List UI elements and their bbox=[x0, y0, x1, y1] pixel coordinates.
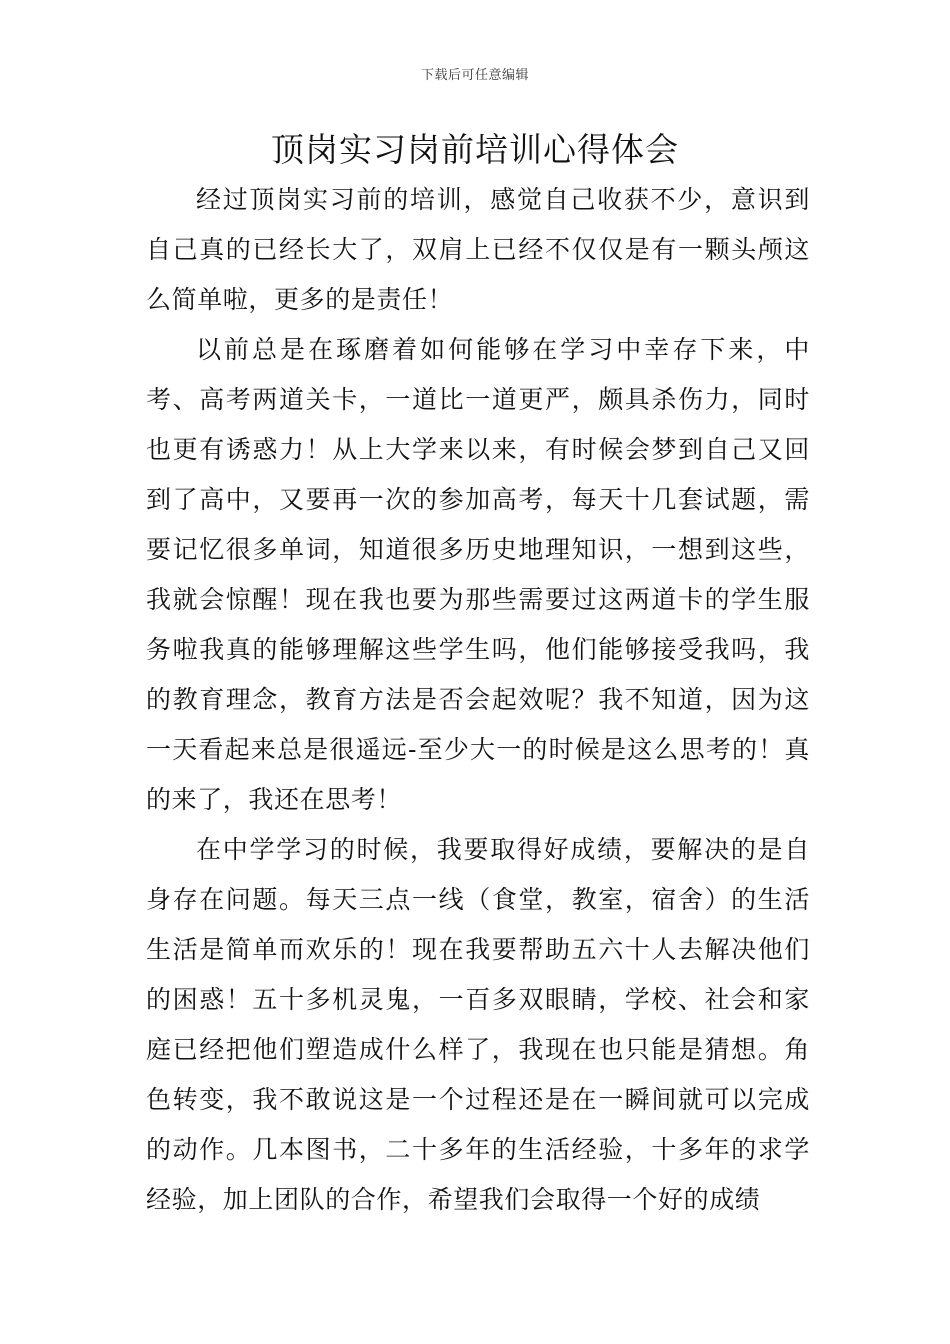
header-note: 下载后可任意编辑 bbox=[420, 68, 529, 83]
document-title: 顶岗实习岗前培训心得体会 bbox=[271, 130, 679, 169]
paragraph-3: 在中学学习的时候，我要取得好成绩，要解决的是自身存在问题。每天三点一线（食堂，教室，宿舍）的生活生活是简单而欢乐的！现在我要帮助五六十人去解决他们的困惑！五十多机灵鬼，一百多双眼睛，学校、社会和家庭已经把他们塑造成什么样了，我现在也只能是猜想。角色转变，我不敢说这是一个过程还是在一瞬间就可以完成的动作。几本图书，二十多年的生活经验，十多年的求学经验，加上团队的合作，希望我们会取得一个好的成绩 bbox=[146, 835, 810, 1214]
document-body bbox=[146, 175, 810, 1225]
paragraph-2: 以前总是在琢磨着如何能够在学习中幸存下来，中考、高考两道关卡，一道比一道更严，颇具杀伤力，同时也更有诱惑力！从上大学来以来，有时候会梦到自己又回到了高中，又要再一次的参加高考，每天十几套试题，需要记忆很多单词，知道很多历史地理知识，一想到这些，我就会惊醒！现在我也要为那些需要过这两道卡的学生服务啦我真的能够理解这些学生吗，他们能够接受我吗，我的教育理念，教育方法是否会起效呢？我不知道，因为这一天看起来总是很遥远-至少大一的时候是这么思考的！真的来了，我还在思考！ bbox=[146, 335, 810, 814]
paragraph-1: 经过顶岗实习前的培训，感觉自己收获不少，意识到自己真的已经长大了，双肩上已经不仅仅是有一颗头颅这么简单啦，更多的是责任！ bbox=[146, 185, 810, 314]
